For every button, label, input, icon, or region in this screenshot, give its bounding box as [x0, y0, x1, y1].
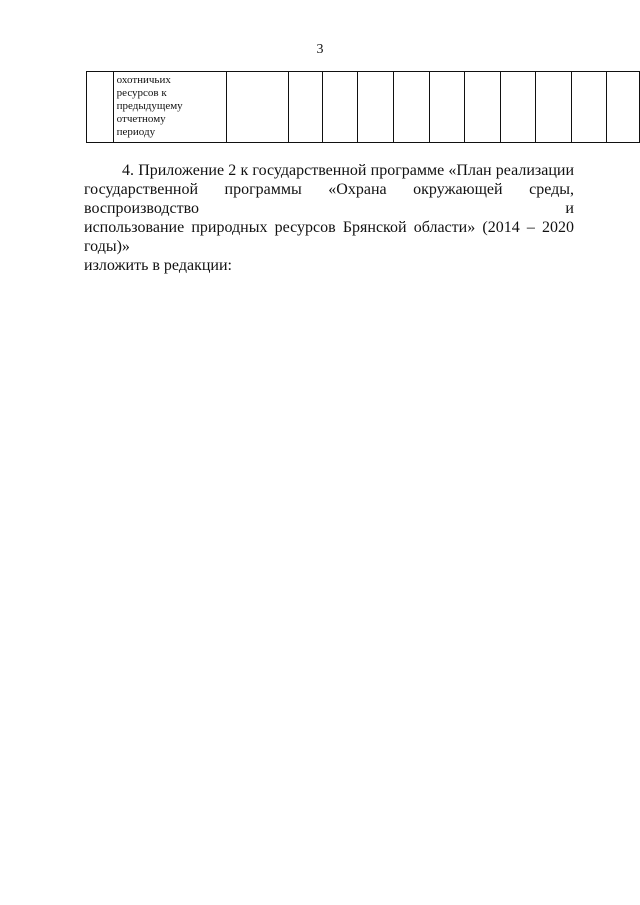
table-cell-empty [358, 72, 394, 143]
table-cell-indicator [113, 72, 226, 143]
indicator-line: предыдущему [116, 100, 183, 112]
indicator-line: отчетному [116, 113, 166, 125]
continuation-table [86, 71, 640, 143]
page-number: 3 [316, 42, 324, 57]
table-cell-empty [500, 72, 536, 143]
table-cell-empty [429, 72, 465, 143]
indicator-line: периоду [116, 126, 156, 138]
paragraph-line: государственной программы «Охрана окружающей среды, воспроизводство и [84, 181, 574, 217]
indicator-line: ресурсов к [116, 87, 167, 99]
table-cell-empty [571, 72, 607, 143]
table-cell-empty [536, 72, 572, 143]
table-cell-empty [227, 72, 289, 143]
table-cell-number [87, 72, 114, 143]
table-cell-empty [607, 72, 640, 143]
table-cell-empty [465, 72, 501, 143]
table-cell-empty [289, 72, 323, 143]
amendment-paragraph [84, 161, 574, 275]
paragraph-line: 4. Приложение 2 к государственной программе «План реализации [122, 162, 574, 179]
indicator-line: охотничьих [116, 74, 171, 86]
table-cell-empty [394, 72, 430, 143]
table-cell-empty [322, 72, 358, 143]
table-row [87, 72, 640, 143]
paragraph-line: изложить в редакции: [84, 257, 232, 274]
paragraph-line: использование природных ресурсов Брянской области» (2014 – 2020 годы)» [84, 219, 574, 255]
